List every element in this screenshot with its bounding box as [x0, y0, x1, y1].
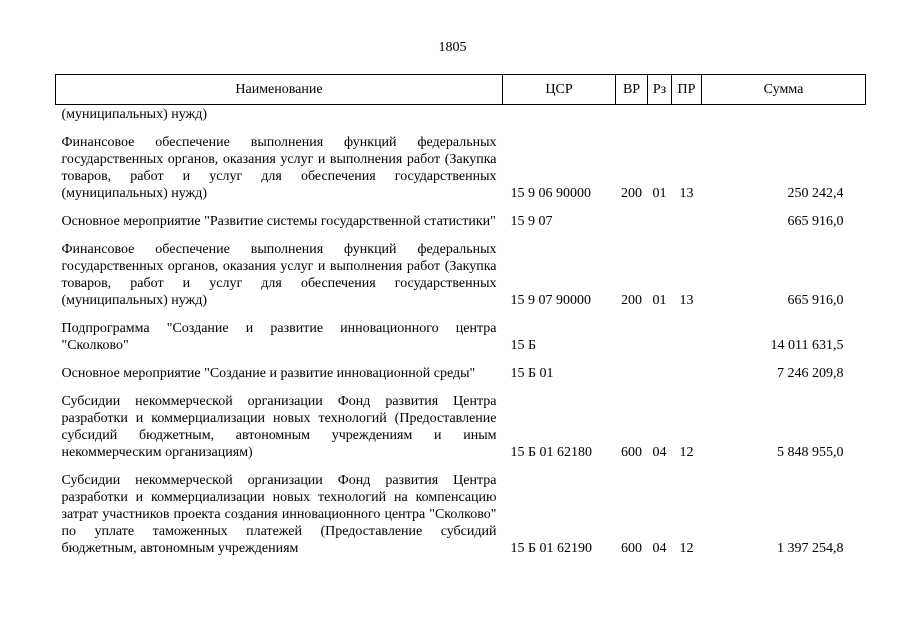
- row-csr: 15 9 07: [510, 214, 553, 229]
- row-pr: 12: [679, 541, 694, 556]
- row-pr: 12: [679, 445, 694, 460]
- row-vr: [616, 105, 648, 124]
- table-row: [56, 382, 866, 461]
- row-pr: [672, 354, 702, 382]
- row-rz: 04: [652, 541, 667, 556]
- table-row: [56, 354, 866, 382]
- row-vr: 600: [621, 541, 642, 556]
- row-pr: 13: [679, 186, 694, 201]
- header-pr: ПР: [672, 75, 702, 105]
- row-vr: 600: [621, 445, 642, 460]
- row-vr: [616, 202, 648, 230]
- row-vr: [616, 309, 648, 354]
- row-csr: [503, 105, 616, 124]
- row-pr: [672, 105, 702, 124]
- row-vr: [616, 354, 648, 382]
- row-name: Подпрограмма "Создание и развитие инновационного центра "Сколково": [61, 321, 497, 353]
- row-rz: [648, 202, 672, 230]
- header-csr: ЦСР: [503, 75, 616, 105]
- row-csr: 15 9 07 90000: [510, 293, 591, 308]
- table-row: [56, 309, 866, 354]
- table-header: [56, 75, 866, 105]
- table-row: [56, 230, 866, 309]
- row-sum: 665 916,0: [787, 293, 844, 308]
- row-name: Финансовое обеспечение выполнения функций федеральных государственных органов, оказания услуг и выполнения работ (Закупка товаров, работ и услуг для обеспечения государственных (муниципальных) нужд): [61, 242, 497, 308]
- table-row: [56, 123, 866, 202]
- row-sum: 7 246 209,8: [777, 366, 844, 381]
- header-name: Наименование: [56, 75, 503, 105]
- row-name: Субсидии некоммерческой организации Фонд развития Центра разработки и коммерциализации новых технологий на компенсацию затрат участников проекта создания инновационного центра "Сколково" по уплате таможенных платежей (Предоставление субсидий бюджетным, автономным учреждениям: [61, 473, 497, 556]
- row-sum: 665 916,0: [787, 214, 844, 229]
- row-csr: 15 Б 01 62180: [510, 445, 593, 460]
- row-vr: 200: [621, 293, 642, 308]
- page-number: 1805: [438, 40, 467, 55]
- row-rz: [648, 309, 672, 354]
- row-pr: [672, 309, 702, 354]
- table-row: [56, 202, 866, 230]
- row-sum: 250 242,4: [787, 186, 844, 201]
- header-vr: ВР: [616, 75, 648, 105]
- header-row: [56, 75, 866, 105]
- row-name: (муниципальных) нужд): [61, 107, 208, 122]
- row-pr: [672, 202, 702, 230]
- row-csr: 15 Б: [510, 338, 537, 353]
- header-rz: Рз: [648, 75, 672, 105]
- row-sum: 5 848 955,0: [777, 445, 844, 460]
- row-rz: [648, 354, 672, 382]
- row-csr: 15 Б 01 62190: [510, 541, 593, 556]
- row-rz: 01: [652, 293, 667, 308]
- row-csr: 15 Б 01: [510, 366, 554, 381]
- row-name: Основное мероприятие "Развитие системы государственной статистики": [61, 214, 496, 229]
- row-vr: 200: [621, 186, 642, 201]
- row-csr: 15 9 06 90000: [510, 186, 591, 201]
- row-sum: 14 011 631,5: [770, 338, 844, 353]
- row-sum: [702, 105, 866, 124]
- table-row: [56, 105, 866, 124]
- row-rz: [648, 105, 672, 124]
- row-rz: 04: [652, 445, 667, 460]
- row-sum: 1 397 254,8: [777, 541, 844, 556]
- row-pr: 13: [679, 293, 694, 308]
- row-name: Субсидии некоммерческой организации Фонд развития Центра разработки и коммерциализации новых технологий (Предоставление субсидий бюджетным, автономным учреждениям и иным некоммерческим организациям): [61, 394, 497, 460]
- row-rz: 01: [652, 186, 667, 201]
- table-row: [56, 461, 866, 557]
- table-body: [56, 105, 866, 558]
- budget-table: [55, 74, 866, 557]
- header-sum: Сумма: [702, 75, 866, 105]
- row-name: Основное мероприятие "Создание и развитие инновационной среды": [61, 366, 476, 381]
- row-name: Финансовое обеспечение выполнения функций федеральных государственных органов, оказания услуг и выполнения работ (Закупка товаров, работ и услуг для обеспечения государственных (муниципальных) нужд): [61, 135, 497, 201]
